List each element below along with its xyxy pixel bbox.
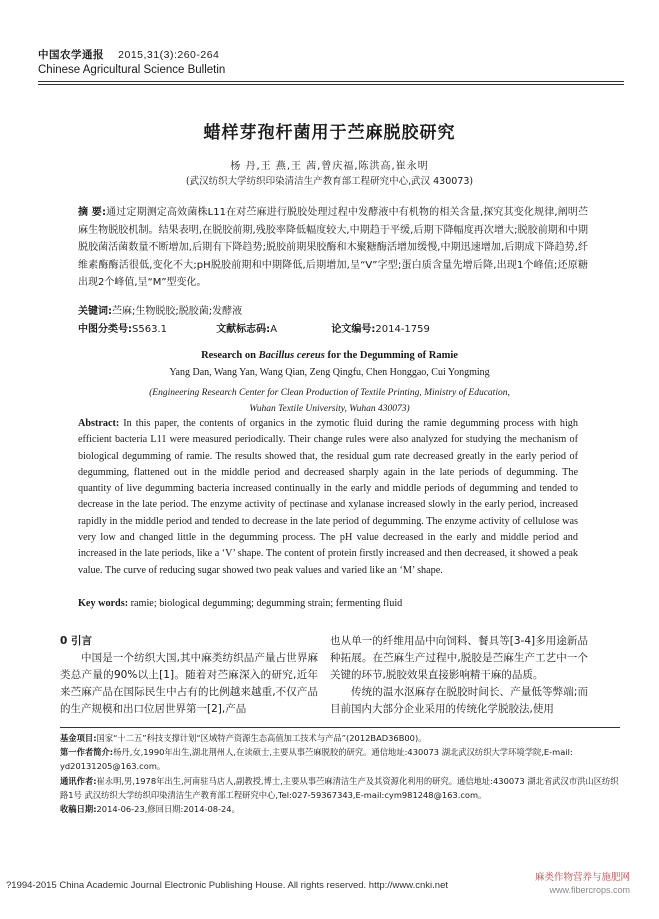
copyright-line: ?1994-2015 China Academic Journal Electronic Publishing House. All rights reserved. http://www.cnki.net	[6, 880, 448, 891]
fund-label: 基金项目:	[60, 733, 97, 743]
authors-en: Yang Dan, Wang Yan, Wang Qian, Zeng Qingfu, Chen Honggao, Cui Yongming	[169, 367, 490, 378]
classification-row	[78, 320, 598, 335]
keywords-en	[78, 598, 578, 609]
footnote-dates	[60, 803, 620, 817]
affiliation-en-line1: (Engineering Research Center for Clean Production of Textile Printing, Ministry of Education,	[149, 388, 510, 398]
footnote-first-author	[60, 746, 620, 773]
intro-paragraph-1-cont: 也从单一的纤维用品中向饲料、餐具等[3-4]多用途新品种拓展。在苎麻生产过程中,脱胶是苎麻生产工艺中一个关键的环节,脱胶效果直接影响精干麻的品质。	[330, 635, 588, 681]
title-en-species: Bacillus cereus	[258, 350, 325, 361]
journal-name-cn: 中国农学通报	[38, 49, 104, 61]
intro-paragraph-2: 传统的温水沤麻存在脱胶时间长、产量低等弊端;而目前国内大部分企业采用的传统化学脱胶法,使用	[330, 686, 588, 715]
keywords-en-text: ramie; biological degumming; degumming strain; fermenting fluid	[130, 598, 403, 609]
affiliation-en	[0, 385, 659, 417]
paper-number-label: 论文编号:	[331, 324, 376, 335]
keywords-cn-text: 苎麻;生物脱胶;脱胶菌;发酵液	[112, 306, 243, 317]
header-rule-thin	[38, 84, 624, 85]
doc-code-value: A	[270, 324, 278, 335]
abstract-en	[78, 416, 578, 579]
corr-author-label: 通讯作者:	[60, 776, 97, 786]
paper-number-value: 2014-1759	[375, 324, 430, 335]
site-watermark	[535, 872, 630, 896]
journal-header	[38, 47, 219, 62]
footnote-corresponding-author	[60, 775, 620, 802]
watermark-url: www.fibercrops.com	[549, 885, 631, 895]
doc-code-label: 文献标志码:	[216, 324, 271, 335]
header-rule	[38, 81, 624, 82]
body-right-column	[330, 633, 588, 718]
abstract-cn-text: 通过定期测定高效菌株L11在对苎麻进行脱胶处理过程中发酵液中有机物的相关含量,探究其变化规律,阐明苎麻生物脱胶机制。结果表明,在脱胶前期,残胶率降低幅度较大,中期趋于平缓,后期下降幅度再次增大;脱胶前期和中期脱胶菌活菌数量不断增加,后期有下降趋势;脱胶前期果胶酶和木聚糖酶活增加缓慢,中期迅速增加,后期成下降趋势,纤维素酶酶活很低,变化不大;pH脱胶前期和中期降低,后期增加,呈“V”字型;蛋白质含量先增后降,出现1个峰值;还原糖出现2个峰值,呈“M”型变化。	[78, 207, 589, 289]
keywords-en-label: Key words:	[78, 598, 129, 609]
intro-paragraph-1: 中国是一个纺织大国,其中麻类纺织品产量占世界麻类总产量的90%以上[1]。随着对苎麻深入的研究,近年来苎麻产品在国际民生中占有的比例越来越重,不仅产品的生产规模和出口位居世界第一[2],产品	[60, 652, 318, 715]
footnote-rule	[60, 727, 620, 728]
clc-value: S563.1	[132, 324, 167, 335]
affiliation-cn: (武汉纺织大学纺织印染清洁生产教育部工程研究中心,武汉 430073)	[185, 176, 474, 187]
journal-name-en: Chinese Agricultural Science Bulletin	[38, 64, 226, 76]
abstract-cn	[78, 204, 588, 292]
journal-citation: 2015,31(3):260-264	[118, 49, 220, 61]
abstract-en-text: In this paper, the contents of organics in the zymotic fluid during the ramie degumming process with high efficient bacteria L11 were measured periodically. Their change rules were also analyzed for studying the mechanism of biological degumming of ramie. The results showed that, the residual gum rate decreased greatly in the early period of degumming, flattened out in the middle period and decreased sharply again in the late periods of degumming. The quantity of live degumming bacteria increased continually in the early and middle periods of degumming and tended to decrease in the late period. The enzyme activity of pectinase and xylanase increased slowly in the early period, increased rapidly in the middle period and tended to decrease in the late period of degumming. The enzyme activity of cellulose was very low and changed little in the degumming process. The pH value decreased in the early and middle period and increased in the late periods, like a ‘V’ shape. The content of protein firstly increased and then decreased, it showed a peak value. The curve of reducing sugar showed two peak values and varied like an ‘M’ shape.	[78, 418, 578, 576]
title-en-suffix: for the Degumming of Ramie	[324, 350, 458, 361]
first-author-label: 第一作者简介:	[60, 747, 114, 757]
paper-title-cn: 蜡样芽孢杆菌用于苎麻脱胶研究	[203, 123, 456, 143]
footnote-fund	[60, 732, 620, 746]
paper-title-en	[0, 350, 659, 361]
abstract-cn-label: 摘 要:	[78, 207, 106, 218]
clc-label: 中图分类号:	[78, 324, 132, 335]
abstract-en-label: Abstract:	[78, 418, 120, 429]
dates-text: 2014-06-23,修回日期:2014-08-24。	[96, 804, 240, 814]
keywords-cn-label: 关键词:	[78, 306, 112, 317]
authors-cn: 杨 丹,王 燕,王 茜,曾庆福,陈洪高,崔永明	[230, 161, 429, 172]
affiliation-en-line2: Wuhan Textile University, Wuhan 430073)	[249, 404, 410, 414]
fund-text: 国家“十二五”科技支撑计划“区域特产资源生态高值加工技术与产品”(2012BAD36B00)。	[96, 733, 427, 743]
keywords-cn	[78, 302, 588, 317]
watermark-text-cn: 麻类作物营养与施肥网	[535, 872, 631, 883]
body-left-column	[60, 633, 318, 718]
corr-author-text: 崔永明,男,1978年出生,河南驻马店人,副教授,博士,主要从事苎麻清洁生产及其资源化利用的研究。通信地址:430073 湖北省武汉市洪山区纺织路1号 武汉纺织大学纺织印染清洁生产教育部工程研究中心,Tel:027-59367343,E-mail:cym981248@163.com。	[60, 776, 619, 800]
first-author-text: 杨丹,女,1990年出生,湖北荆州人,在读硕士,主要从事苎麻脱胶的研究。通信地址:430073 湖北武汉纺织大学环境学院,E-mail: yd20131205@163.com。	[60, 747, 573, 771]
dates-label: 收稿日期:	[60, 804, 97, 814]
section-heading-intro: 0 引言	[60, 635, 92, 647]
title-en-prefix: Research on	[201, 350, 259, 361]
